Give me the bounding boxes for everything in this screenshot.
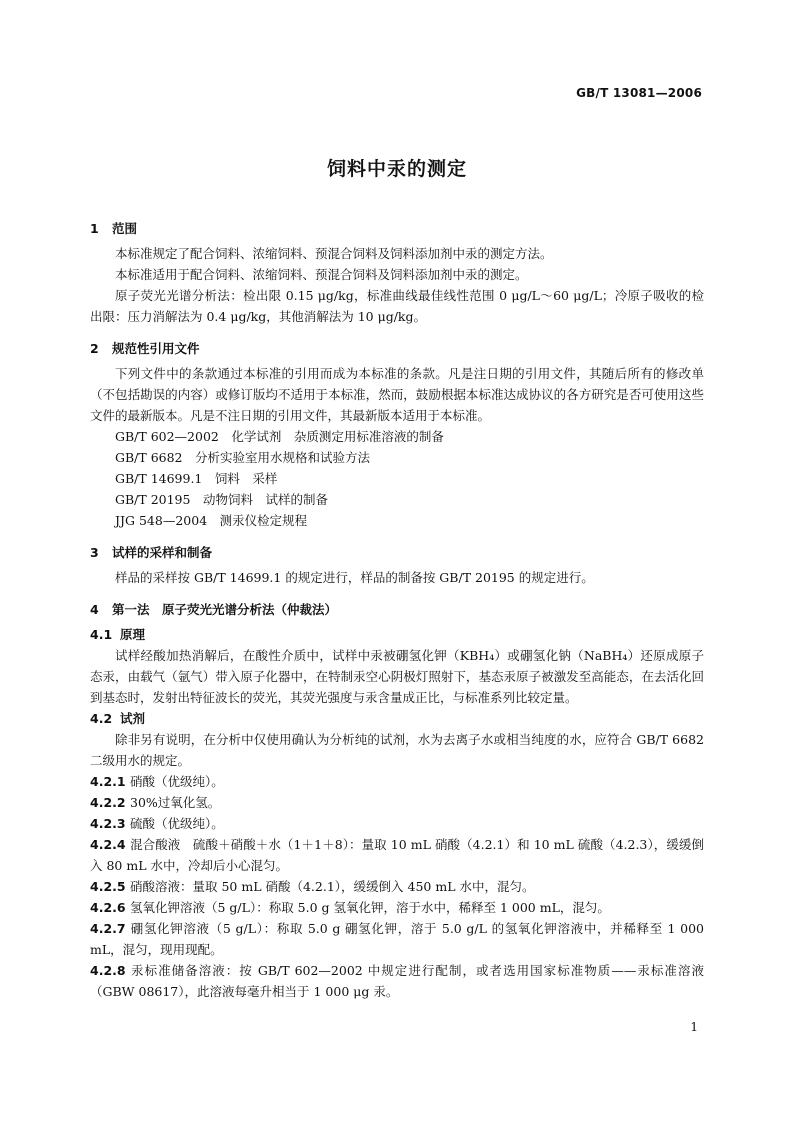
section-number: 2 [90,341,99,356]
section-4-heading [90,599,704,620]
section-number: 1 [90,221,99,236]
reagent-item [90,918,704,960]
section-3-heading [90,542,704,563]
item-text: 硝酸溶液：量取 50 mL 硝酸（4.2.1），缓缓倒入 450 mL 水中，混匀。 [130,879,535,894]
item-number: 4.2.8 [90,963,126,978]
paragraph: 原子荧光光谱分析法：检出限 0.15 μg/kg，标准曲线最佳线性范围 0 μg/L～60 μg/L；冷原子吸收的检出限：压力消解法为 0.4 μg/kg，其他消解法为 10 μg/kg。 [90,288,704,324]
item-text: 硼氢化钾溶液（5 g/L）：称取 5.0 g 硼氢化钾，溶于 5.0 g/L 的氢氧化钾溶液中，并稀释至 1 000 mL，混匀，现用现配。 [90,921,704,957]
item-number: 4.2.4 [90,837,126,852]
item-text: 30%过氧化氢。 [130,795,221,810]
paragraph: 本标准规定了配合饲料、浓缩饲料、预混合饲料及饲料添加剂中汞的测定方法。 [115,246,553,261]
reference-item: GB/T 602—2002 化学试剂 杂质测定用标准溶液的制备 [115,429,444,444]
paragraph: 本标准适用于配合饲料、浓缩饲料、预混合饲料及饲料添加剂中汞的测定。 [115,267,528,282]
subsection-title: 原理 [120,627,146,642]
item-text: 氢氧化钾溶液（5 g/L）：称取 5.0 g 氢氧化钾，溶于水中，稀释至 1 000 mL，混匀。 [130,900,610,915]
subsection-title: 试剂 [120,711,146,726]
item-text: 硫酸（优级纯）。 [130,816,224,831]
section-title: 第一法 原子荧光光谱分析法（仲裁法） [112,602,338,617]
reagent-item [90,960,704,1002]
section-number: 3 [90,545,99,560]
reference-item: GB/T 6682 分析实验室用水规格和试验方法 [115,450,371,465]
reference-item: JJG 548—2004 测汞仪检定规程 [115,513,308,528]
paragraph: 除非另有说明，在分析中仅使用确认为分析纯的试剂，水为去离子水或相当纯度的水，应符合 GB/T 6682二级用水的规定。 [90,732,704,768]
paragraph: 样品的采样按 GB/T 14699.1 的规定进行，样品的制备按 GB/T 20195 的规定进行。 [115,570,594,585]
section-1-heading [90,218,704,239]
item-number: 4.2.1 [90,774,126,789]
reagent-item [90,876,704,897]
page-number: 1 [690,1020,698,1034]
reagent-item [90,792,704,813]
reference-item: GB/T 20195 动物饲料 试样的制备 [115,492,328,507]
section-number: 4 [90,602,99,617]
section-title: 试样的采样和制备 [112,545,213,560]
item-text: 汞标准储备溶液：按 GB/T 602—2002 中规定进行配制，或者选用国家标准物质——汞标准溶液（GBW 08617），此溶液每毫升相当于 1 000 μg 汞。 [90,963,704,999]
reagent-item [90,834,704,876]
item-number: 4.2.2 [90,795,126,810]
standard-code: GB/T 13081—2006 [576,86,702,100]
paragraph: 试样经酸加热消解后，在酸性介质中，试样中汞被硼氢化钾（KBH₄）或硼氢化钠（NaBH₄）还原成原子态汞，由载气（氩气）带入原子化器中，在特制汞空心阴极灯照射下，基态汞原子被激发至高能态，在去活化回到基态时，发射出特征波长的荧光，其荧光强度与汞含量成正比，与标准系列比较定量。 [90,648,704,705]
subsection-number: 4.2 [90,711,113,726]
reagent-item [90,813,704,834]
reagent-item [90,897,704,918]
item-number: 4.2.5 [90,879,126,894]
item-text: 混合酸液 硫酸＋硝酸＋水（1＋1＋8）：量取 10 mL 硝酸（4.2.1）和 10 mL 硫酸（4.2.3），缓缓倒入 80 mL 水中，冷却后小心混匀。 [90,837,704,873]
subsection-4-2-heading [90,708,704,729]
item-number: 4.2.7 [90,921,126,936]
document-body [90,215,704,1002]
page-title: 饲料中汞的测定 [326,158,467,180]
reagent-item [90,771,704,792]
item-text: 硝酸（优级纯）。 [130,774,224,789]
subsection-4-1-heading [90,624,704,645]
item-number: 4.2.6 [90,900,126,915]
subsection-number: 4.1 [90,627,113,642]
section-title: 规范性引用文件 [112,341,200,356]
paragraph: 下列文件中的条款通过本标准的引用而成为本标准的条款。凡是注日期的引用文件，其随后所有的修改单（不包括勘误的内容）或修订版均不适用于本标准，然而，鼓励根据本标准达成协议的各方研究是否可使用这些文件的最新版本。凡是不注日期的引用文件，其最新版本适用于本标准。 [90,366,704,423]
section-title: 范围 [112,221,138,236]
item-number: 4.2.3 [90,816,126,831]
section-2-heading [90,338,704,359]
reference-item: GB/T 14699.1 饲料 采样 [115,471,278,486]
